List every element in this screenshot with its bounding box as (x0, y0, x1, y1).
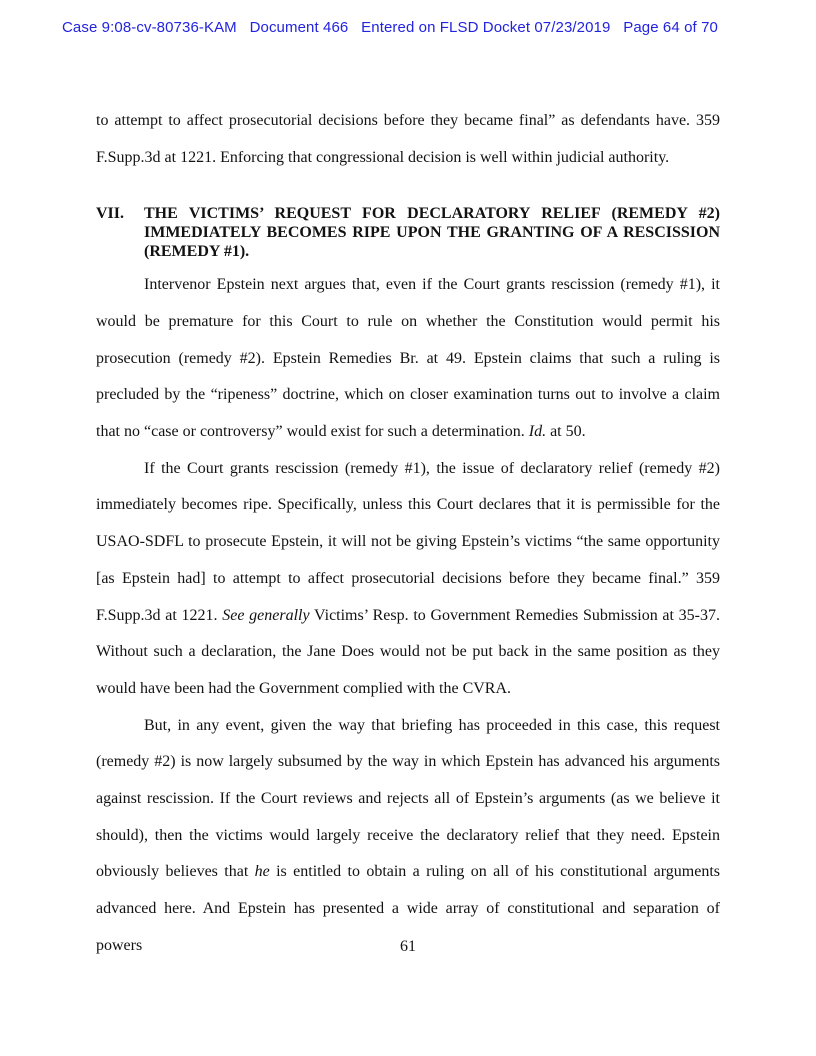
page-number: 61 (400, 938, 416, 955)
section-number: VII. (96, 205, 125, 223)
paragraph: Intervenor Epstein next argues that, even if the Court grants rescission (remedy #1), it would be premature for this Court to rule on whether the Constitution would permit his prosecution (remedy #2). Epstein Remedies Br. at 49. Epstein claims that such a ruling is precluded by the “ripeness” doctrine, which on closer examination turns out to involve a claim that no “case or controversy” would exist for such a determination. Id. at 50. (96, 276, 720, 440)
paragraph: But, in any event, given the way that briefing has proceeded in this case, this request (remedy #2) is now largely subsumed by the way in which Epstein has advanced his arguments against rescission. If the Court reviews and rejects all of Epstein’s arguments (as we believe it should), then the victims would largely receive the declaratory relief that they need. Epstein obviously believes that he is entitled to obtain a ruling on all of his constitutional arguments advanced here. And Epstein has presented a wide array of constitutional and separation of powers (96, 716, 721, 954)
document-body (96, 103, 720, 965)
paragraph: If the Court grants rescission (remedy #1), the issue of declaratory relief (remedy #2) immediately becomes ripe. Specifically, unless this Court declares that it is permissible for the USAO-SDFL to prosecute Epstein, it will not be giving Epstein’s victims “the same opportunity [as Epstein had] to attempt to affect prosecutorial decisions before they became final.” 359 F.Supp.3d at 1221. See generally Victims’ Resp. to Government Remedies Submission at 35-37. Without such a declaration, the Jane Does would not be put back in the same position as they would have been had the Government complied with the CVRA. (96, 459, 721, 697)
continuation-paragraph: to attempt to affect prosecutorial decisions before they became final” as defendants have. 359 F.Supp.3d at 1221. Enforcing that congressional decision is well within judicial authority. (96, 112, 720, 166)
court-filing-header: Case 9:08-cv-80736-KAM Document 466 Entered on FLSD Docket 07/23/2019 Page 64 of 70 (62, 19, 718, 36)
section-heading (96, 205, 720, 261)
section-heading-text: THE VICTIMS’ REQUEST FOR DECLARATORY RELIEF (REMEDY #2) IMMEDIATELY BECOMES RIPE UPON THE GRANTING OF A RESCISSION (REMEDY #1). (144, 205, 720, 260)
